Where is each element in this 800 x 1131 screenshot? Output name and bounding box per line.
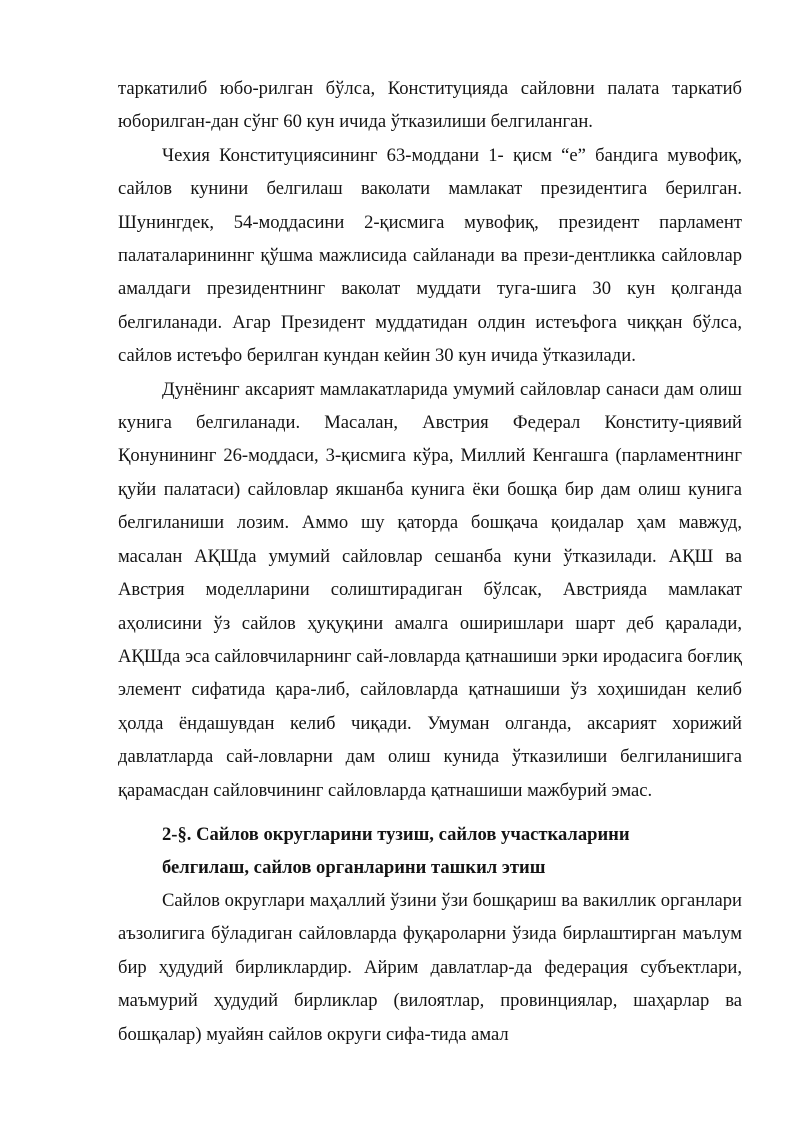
paragraph-czech-constitution: Чехия Конституциясининг 63-моддани 1- қисм “е” бандига мувофиқ, сайлов кунини белгилаш ваколати мамлакат президентига берилган. Шунингдек, 54-моддасини 2-қисмига мувофиқ, президент парламент палаталарининнг қўшма мажлисида сайланади ва прези-дентликка сайловлар амалдаги президентнинг ваколат муддати туга-шига 30 кун қолганда белгиланади. Агар Президент муддатидан олдин истеъфога чиққан бўлса, сайлов истеъфо берилган кундан кейин 30 кун ичида ўтказилади. [118, 144, 742, 367]
paragraph-continuation: таркатилиб юбо-рилган бўлса, Конституцияда сайловни палата таркатиб юборилган-дан сўнг 60 кун ичида ўтказилиши белгиланган. [118, 78, 742, 133]
body-text-top [118, 72, 742, 807]
section-heading-line-2: белгилаш, сайлов органларини ташкил этиш [162, 857, 546, 879]
paragraph-electoral-districts: Сайлов округлари маҳаллий ўзини ўзи бошқариш ва вакиллик органлари аъзолигига бўладиган сайловларда фуқароларни ўзида бирлаштирган маълум бир ҳудудий бирликлардир. Айрим давлатлар-да федерация субъектлари, маъмурий ҳудудий бирликлар (вилоятлар, провинциялар, шаҳарлар ва бошқалар) муайян сайлов округи сифа-тида амал [118, 890, 742, 1045]
section-heading [162, 818, 722, 885]
body-text-bottom [118, 884, 742, 1051]
section-heading-line-1: 2-§. Сайлов округларини тузиш, сайлов участкаларини [162, 824, 630, 845]
paragraph-election-days: Дунёнинг аксарият мамлакатларида умумий сайловлар санаси дам олиш кунига белгиланади. Масалан, Австрия Федерал Конститу-циявий Қонунининг 26-моддаси, 3-қисмига кўра, Миллий Кенгашга (парламентнинг қуйи палатаси) сайловлар якшанба кунига ёки бошқа бир дам олиш кунига белгиланиши лозим. Аммо шу қаторда бошқача қоидалар ҳам мавжуд, масалан АҚШда умумий сайловлар сешанба куни ўтказилади. АҚШ ва Австрия моделларини солиштирадиган бўлсак, Австрияда мамлакат аҳолисини ўз сайлов ҳуқуқини амалга оширишлари шарт деб қаралади, АҚШда эса сайловчиларнинг сай-ловларда қатнашиши эрки иродасига боғлиқ элемент сифатида қара-либ, сайловларда қатнашиши ўз хоҳишидан келиб ҳолда ёндашувдан келиб чиқади. Умуман олганда, аксарият хорижий давлатларда сай-ловларни дам олиш кунида ўтказилиши белгиланишига қарамасдан сайловчининг сайловларда қатнашиши мажбурий эмас. [118, 378, 742, 801]
